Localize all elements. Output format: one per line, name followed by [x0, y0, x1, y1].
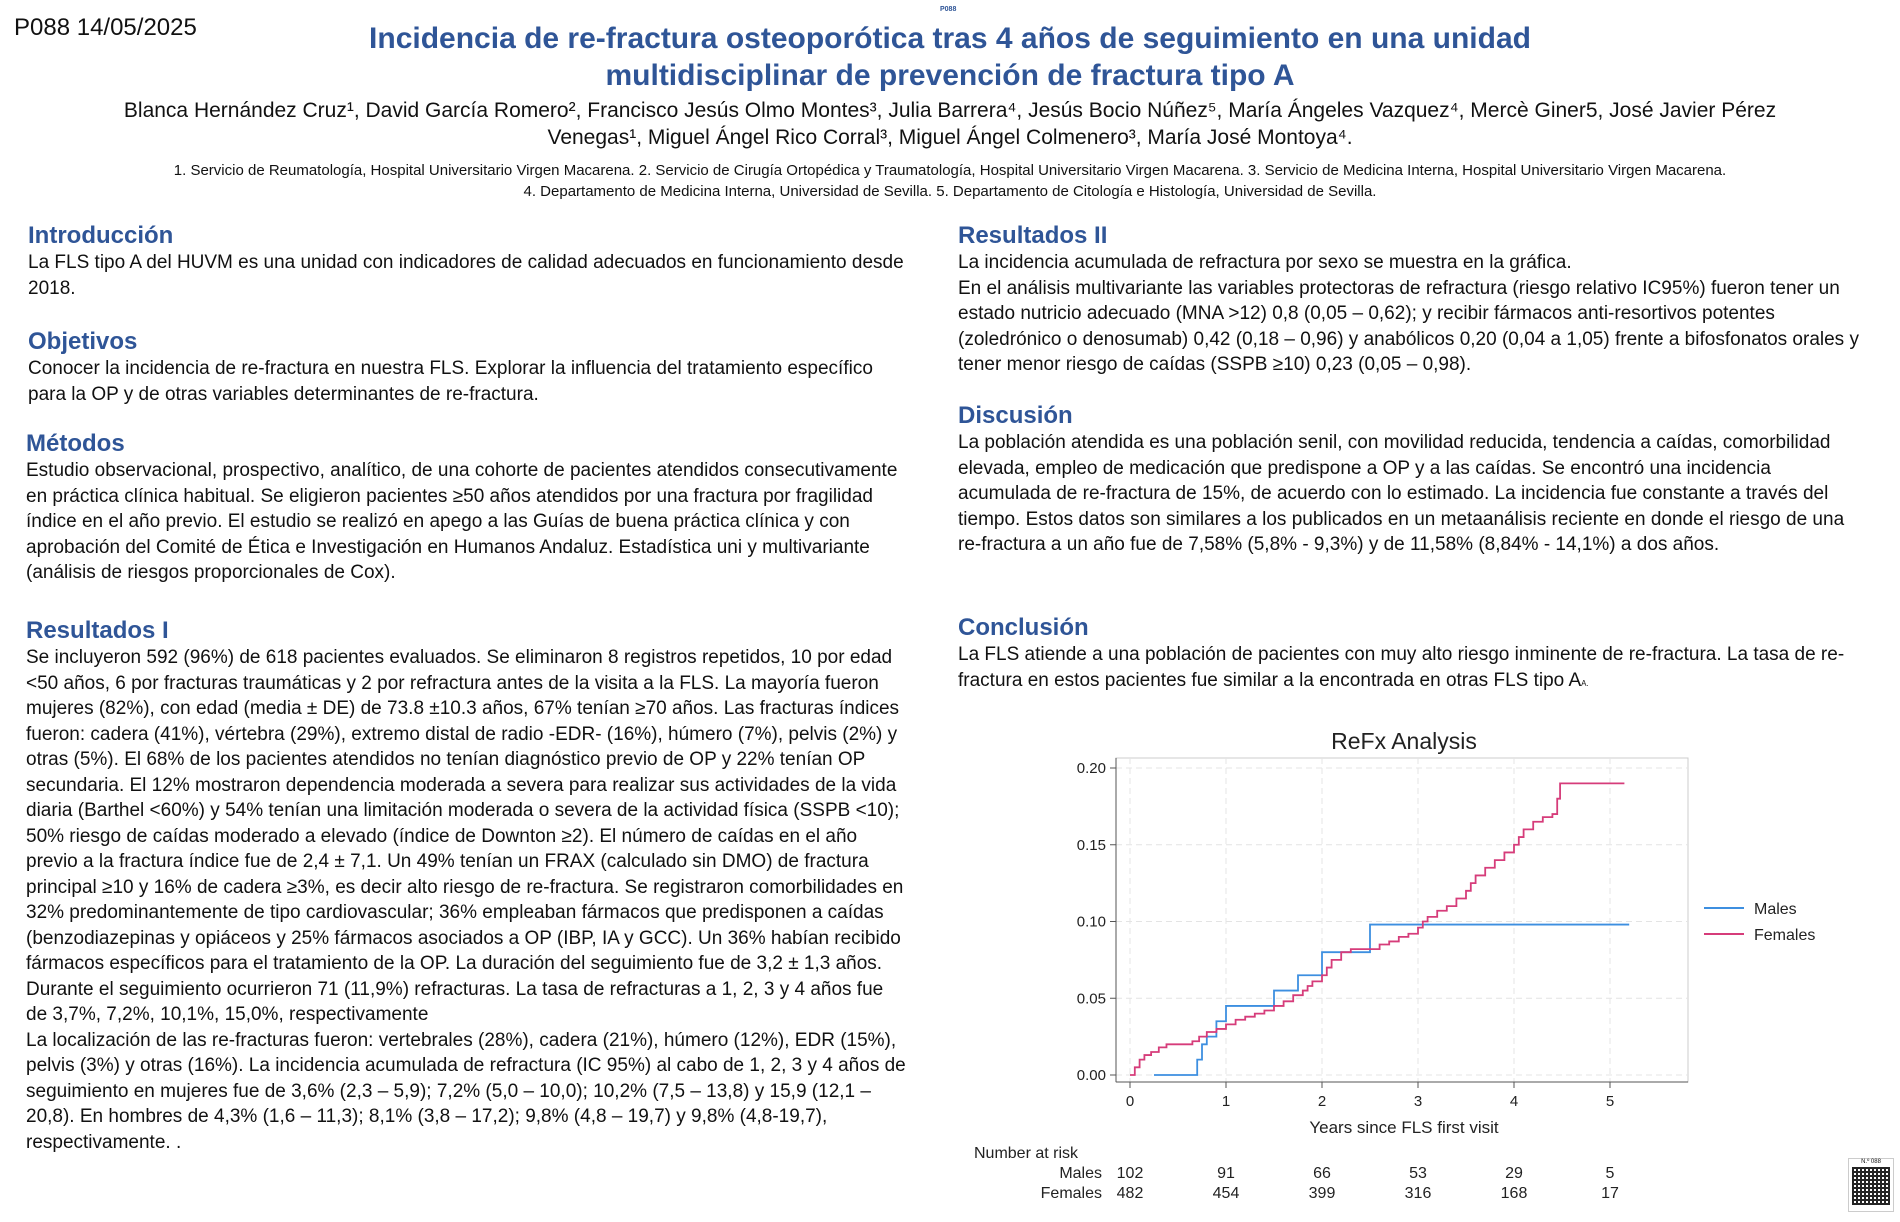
poster-id: P088 14/05/2025: [14, 14, 197, 41]
chart-x-tick-label: 1: [1221, 1093, 1231, 1110]
resultados-1-paragraph-2: Durante el seguimiento ocurrieron 71 (11,9%) refracturas. La tasa de refracturas a 1, 2, 3 y 4 años fue de 3,7%, 7,2%, 10,1%, 15,0%, respectivamente: [26, 978, 884, 1025]
resultados-1-paragraph-1: Se incluyeron 592 (96%) de 618 pacientes evaluados. Se eliminaron 8 registros repetidos, 10 por edad <50 años, 6 por fracturas traumáticas y 2 por refractura antes de la visita a la FLS. La mayoría fueron mujeres (82%), con edad (media ± DE) de 73.8 ±10.3 años, 67% tenían ≥70 años. Las fracturas índices fueron: cadera (41%), vértebra (29%), extremo distal de radio -EDR- (16%), húmero (7%), pelvis (2%) y otras (5%). El 68% de los pacientes atendidos no tenían diagnóstico previo de OP y 22% tenían OP secundaria. El 12% mostraron dependencia moderada a severa para realizar sus actividades de la vida diaria (Barthel <60%) y 54% tenían una limitación moderada o severa de la actividad física (SSPB <10); 50% riesgo de caídas moderado a elevado (índice de Downton ≥2). El número de caídas en el año previo a la fractura índice fue de 2,4 ± 7,1. Un 49% tenían un FRAX (calculado sin DMO) de fractura principal ≥10 y 16% de cadera ≥3%, es decir alto riesgo de re-fractura. Se registraron comorbilidades en 32% predominantemente de tipo cardiovascular; 36% empleaban fármacos que predisponen a caídas (benzodiazepinas y opiáceos y 25% fármacos asociados a OP (IBP, IA y GCC). Un 36% habían recibido fármacos específicos para el tratamiento de la OP. La duración del seguimiento fue de 3,2 ± 1,3 años.: [26, 647, 904, 974]
section-resultados-1: [26, 617, 908, 1155]
risk-table-value: 168: [1500, 1185, 1528, 1202]
section-resultados-2: [958, 222, 1868, 378]
chart-plot-frame: [1116, 758, 1688, 1082]
conclusion-text: La FLS atiende a una población de pacientes con muy alto riesgo inminente de re-fractura. La tasa de re-fractura en estos pacientes fue similar a la encontrada en otras FLS tipo A: [958, 644, 1845, 691]
chart-title: ReFx Analysis: [1331, 728, 1477, 754]
section-title-resultados-2: Resultados II: [958, 222, 1108, 249]
chart-x-tick-label: 4: [1509, 1093, 1519, 1110]
section-body-resultados-1: [26, 645, 908, 1155]
chart-x-tick-label: 5: [1605, 1093, 1615, 1110]
title-line-2: multidisciplinar de prevención de fractura tipo A: [605, 59, 1295, 92]
refx-chart-svg: [958, 720, 1878, 1215]
section-conclusion: [958, 614, 1868, 696]
chart-series-line-females: [1130, 783, 1624, 1075]
affiliations: [20, 160, 1880, 202]
chart-y-tick-label: 0.20: [1076, 760, 1106, 777]
qr-code-icon: [1852, 1167, 1890, 1205]
section-title-metodos: Métodos: [26, 430, 125, 457]
chart-y-tick-label: 0.15: [1076, 836, 1106, 854]
risk-table-value: 102: [1116, 1165, 1144, 1182]
risk-table-title: Number at risk: [974, 1145, 1079, 1162]
risk-table-value: 29: [1505, 1165, 1523, 1182]
conclusion-tail: A.: [1581, 678, 1589, 688]
section-discusion: [958, 402, 1868, 558]
risk-table-row-label: Males: [1059, 1165, 1102, 1182]
section-body-resultados-2: [958, 250, 1868, 378]
risk-table-value: 399: [1308, 1185, 1336, 1202]
chart-legend-label-males: Males: [1754, 901, 1797, 918]
resultados-1-paragraph-3: La localización de las re-fracturas fueron: vertebrales (28%), cadera (21%), húmero (12%), EDR (15%), pelvis (3%) y otras (16%). La incidencia acumulada de refractura (IC 95%) al cabo de 1, 2, 3 y 4 años de seguimiento en mujeres fue de 3,6% (2,3 – 5,9); 7,2% (5,0 – 10,0); 10,2% (7,5 – 13,8) y 15,9 (12,1 – 20,8). En hombres de 4,3% (1,6 – 11,3); 8,1% (3,8 – 17,2); 9,8% (4,8 – 19,7) y 9,8% (4,8-19,7), respectivamente. .: [26, 1029, 906, 1153]
title-line-1: Incidencia de re-fractura osteoporótica tras 4 años de seguimiento en una unidad: [369, 22, 1531, 55]
resultados-2-paragraph-2: En el análisis multivariante las variables protectoras de refractura (riesgo relativo IC95%) fueron tener un estado nutricio adecuado (MNA >12) 0,8 (0,05 – 0,62); y recibir fármacos anti-resortivos potentes (zoledrónico o denosumab) 0,42 (0,18 – 0,96) y anabólicos 0,20 (0,04 a 1,05) frente a bifosfonatos orales y tener menor riesgo de caídas (SSPB ≥10) 0,23 (0,05 – 0,98).: [958, 277, 1859, 375]
qr-label: N.º 088: [1861, 1159, 1881, 1165]
risk-table-row-label: Females: [1040, 1185, 1102, 1202]
risk-table-value: 482: [1116, 1185, 1144, 1202]
section-title-introduccion: Introducción: [28, 222, 174, 249]
authors-line-1: Blanca Hernández Cruz¹, David García Romero², Francisco Jesús Olmo Montes³, Julia Barrera⁴, Jesús Bocio Núñez⁵, María Ángeles Vazquez⁴, Mercè Giner5, José Javier Pérez: [123, 99, 1777, 122]
section-metodos: [26, 430, 908, 586]
affiliations-line-2: 4. Departamento de Medicina Interna, Universidad de Sevilla. 5. Departamento de Citología e Histología, Universidad de Sevilla.: [523, 183, 1377, 200]
refx-chart: [958, 720, 1878, 1215]
qr-code: [1848, 1158, 1894, 1212]
risk-table-value: 66: [1313, 1165, 1331, 1182]
resultados-2-paragraph-1: La incidencia acumulada de refractura por sexo se muestra en la gráfica.: [958, 252, 1572, 273]
section-objetivos: [28, 328, 908, 407]
section-title-resultados-1: Resultados I: [26, 617, 169, 644]
authors: [20, 97, 1880, 151]
chart-y-tick-label: 0.00: [1076, 1067, 1106, 1084]
chart-y-tick-label: 0.05: [1076, 990, 1106, 1008]
section-title-conclusion: Conclusión: [958, 614, 1089, 641]
section-introduccion: [28, 222, 908, 301]
risk-table-value: 17: [1601, 1185, 1619, 1202]
chart-x-tick-label: 2: [1317, 1093, 1327, 1110]
poster-title: [300, 20, 1600, 94]
risk-table-value: 91: [1217, 1165, 1235, 1182]
section-body-discusion: La población atendida es una población senil, con movilidad reducida, tendencia a caídas, comorbilidad elevada, empleo de medicación que predispone a OP y a las caídas. Se encontró una incidencia acumulada de re-fractura de 15%, de acuerdo con lo estimado. La incidencia fue constante a través del tiempo. Estos datos son similares a los publicados en un metaanálisis reciente en donde el riesgo de una re-fractura a un año fue de 7,58% (5,8% - 9,3%) y de 11,58% (8,84% - 14,1%) a dos años.: [958, 432, 1845, 555]
poster-code-tiny: P088: [940, 6, 957, 13]
section-body-objetivos: Conocer la incidencia de re-fractura en nuestra FLS. Explorar la influencia del tratamiento específico para la OP y de otras variables determinantes de re-fractura.: [28, 358, 873, 405]
section-body-conclusion: [958, 642, 1868, 696]
chart-y-tick-label: 0.10: [1076, 913, 1106, 931]
risk-table-value: 53: [1409, 1165, 1427, 1182]
chart-x-tick-label: 0: [1125, 1093, 1135, 1110]
section-title-discusion: Discusión: [958, 402, 1073, 429]
affiliations-line-1: 1. Servicio de Reumatología, Hospital Universitario Virgen Macarena. 2. Servicio de Cirugía Ortopédica y Traumatología, Hospital Universitario Virgen Macarena. 3. Servicio de Medicina Interna, Hospital Universitario Virgen Macarena.: [173, 162, 1727, 179]
risk-table-value: 5: [1605, 1165, 1615, 1182]
chart-x-tick-label: 3: [1413, 1093, 1423, 1110]
section-body-introduccion: La FLS tipo A del HUVM es una unidad con indicadores de calidad adecuados en funcionamiento desde 2018.: [28, 252, 904, 299]
risk-table-value: 454: [1212, 1185, 1240, 1202]
chart-series-line-males: [1154, 925, 1629, 1075]
section-title-objetivos: Objetivos: [28, 328, 138, 355]
chart-legend-label-females: Females: [1754, 927, 1816, 944]
risk-table-value: 316: [1404, 1185, 1432, 1202]
chart-x-axis-label: Years since FLS first visit: [1309, 1118, 1499, 1137]
section-body-metodos: Estudio observacional, prospectivo, analítico, de una cohorte de pacientes atendidos consecutivamente en práctica clínica habitual. Se eligieron pacientes ≥50 años atendidos por una fractura por fragilidad índice en el año previo. El estudio se realizó en apego a las Guías de buena práctica clínica y con aprobación del Comité de Ética e Investigación en Humanos Andaluz. Estadística uni y multivariante (análisis de riesgos proporcionales de Cox).: [26, 460, 898, 583]
authors-line-2: Venegas¹, Miguel Ángel Rico Corral³, Miguel Ángel Colmenero³, María José Montoya⁴.: [547, 126, 1353, 149]
